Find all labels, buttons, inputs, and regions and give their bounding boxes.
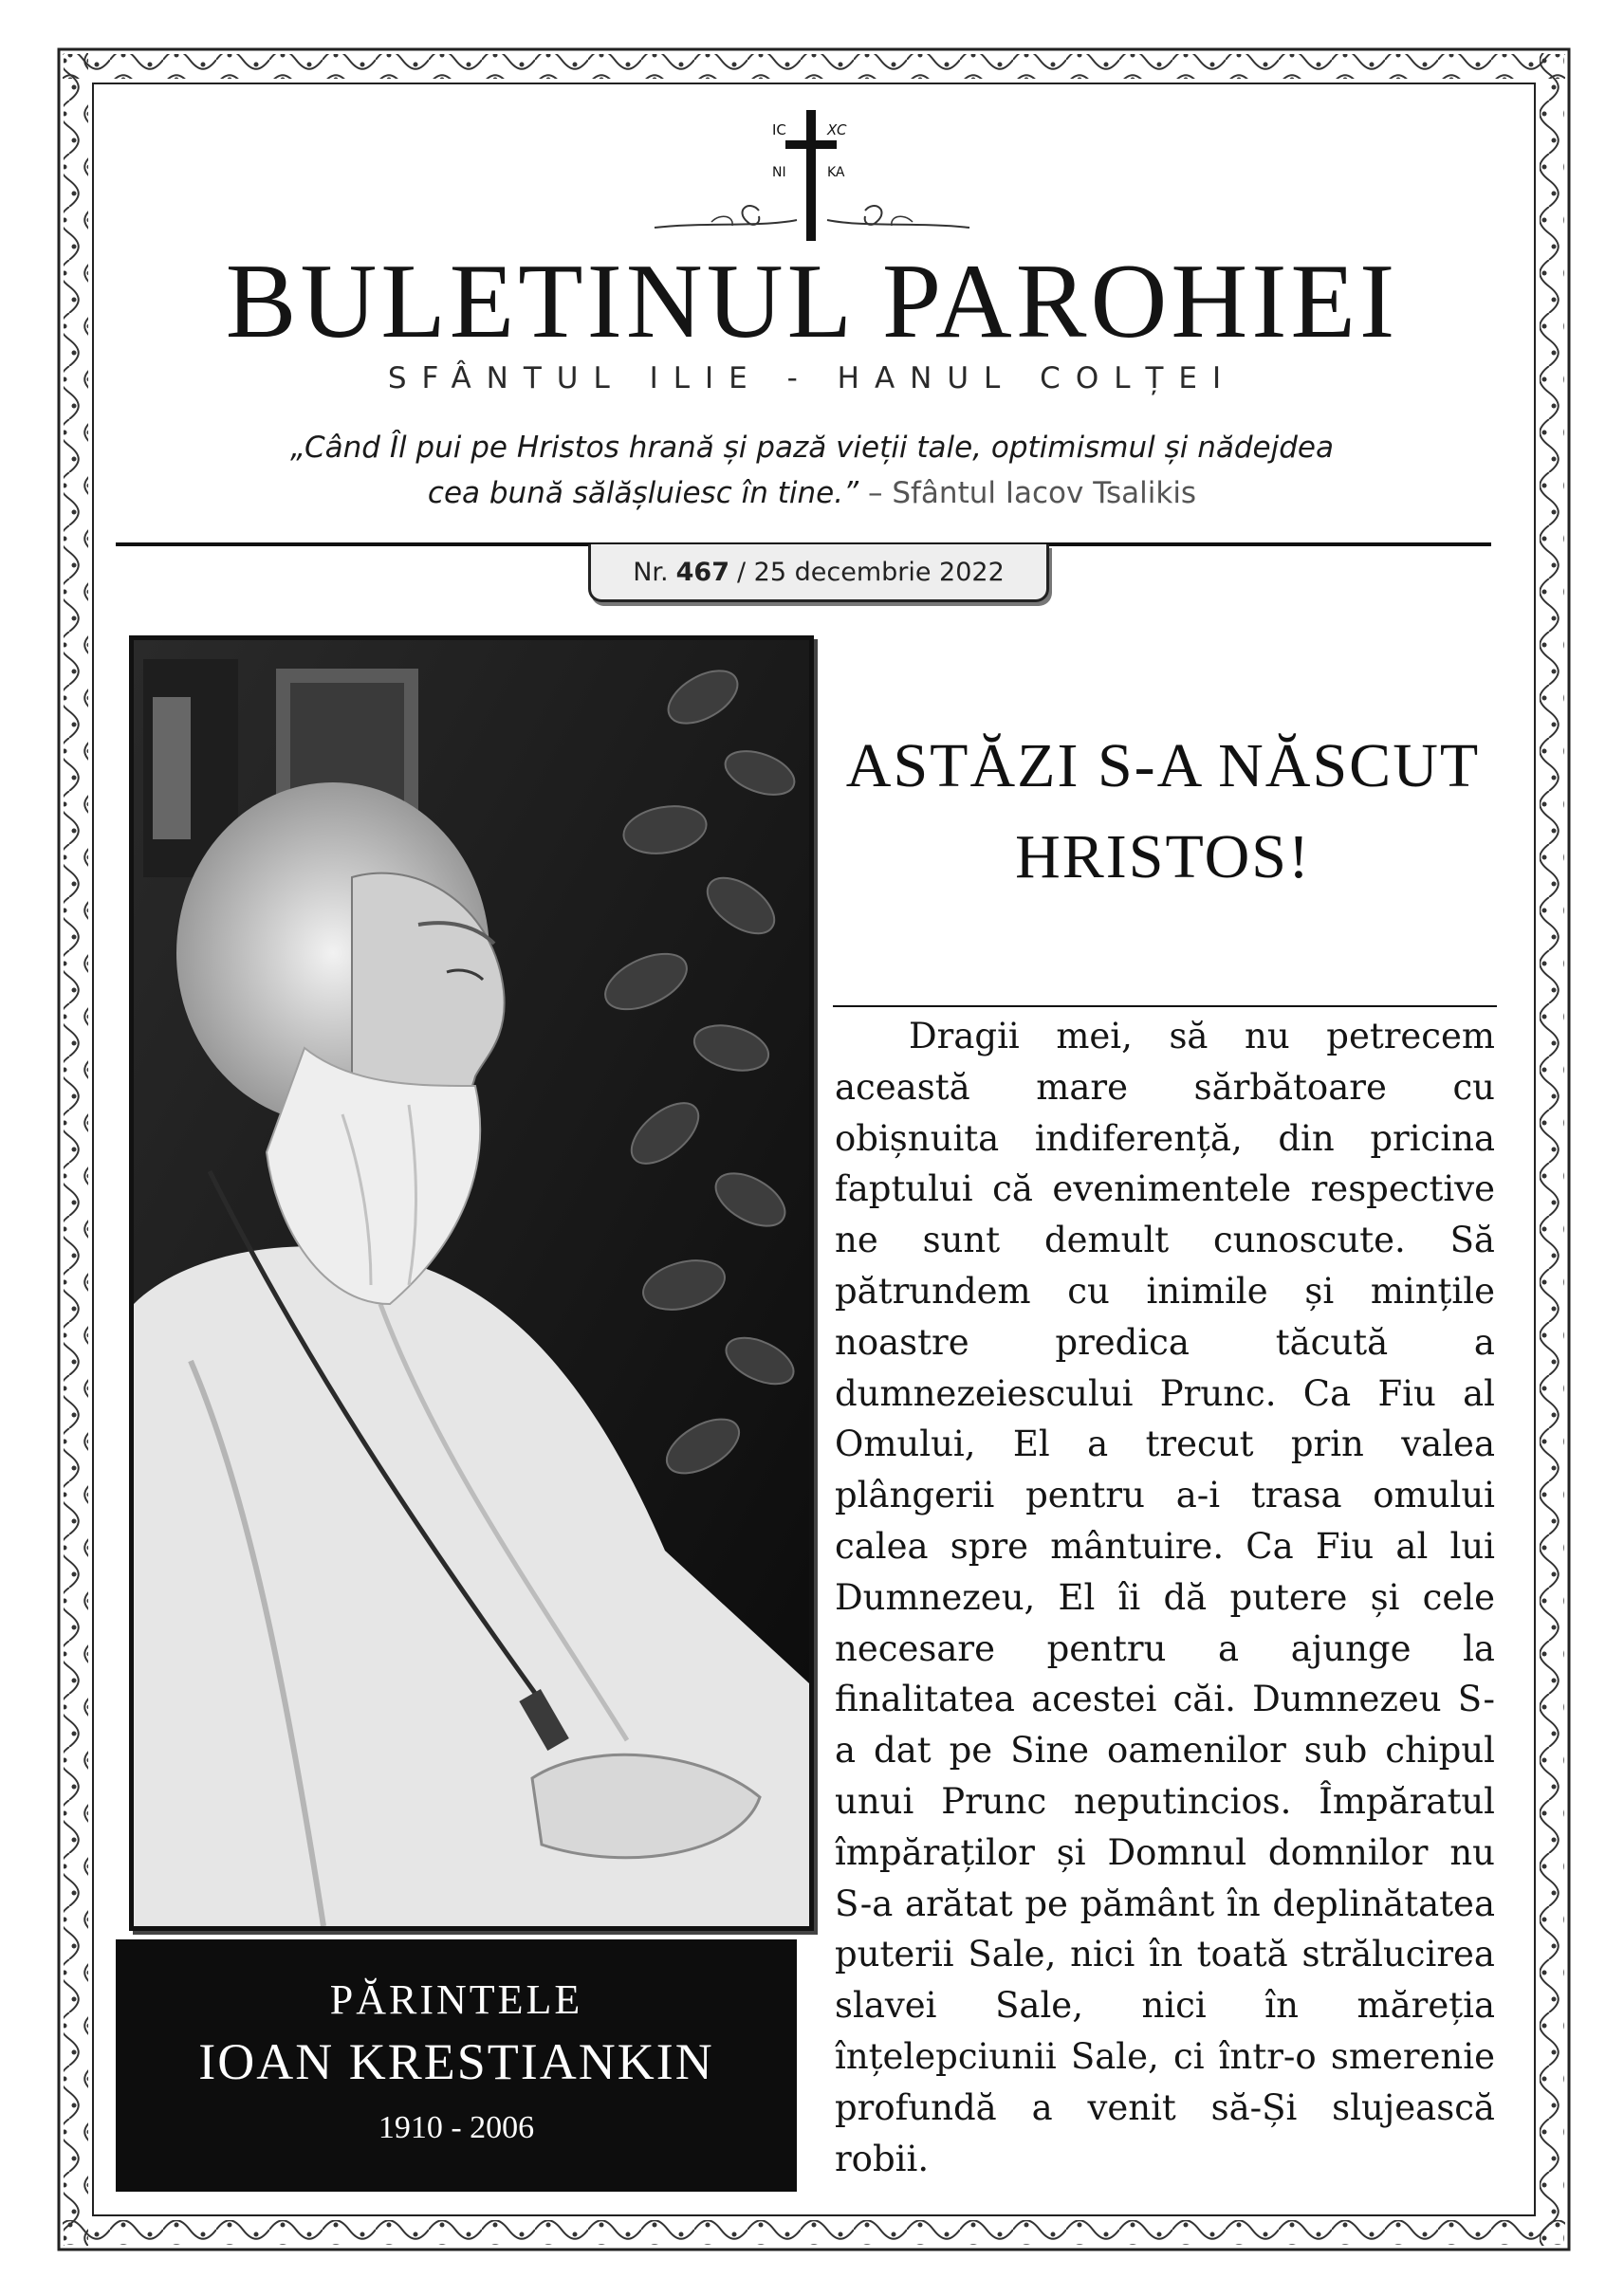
portrait-caption: [116, 1939, 797, 2192]
issue-prefix: Nr.: [633, 557, 669, 587]
caption-years: 1910 - 2006: [378, 2110, 535, 2145]
emblem-letter-ka: KA: [827, 165, 845, 180]
caption-name: IOAN KRESTIANKIN: [198, 2033, 714, 2090]
quote-author: – Sfântul Iacov Tsalikis: [867, 476, 1197, 510]
quote-line-2: cea bună sălășluiesc în tine.”: [427, 476, 859, 510]
header-quote: [190, 425, 1434, 516]
elder-portrait-icon: [129, 635, 814, 1931]
issue-number: 467: [675, 557, 729, 587]
emblem-letter-xc: XC: [827, 121, 847, 138]
quote-line-1: „Când Îl pui pe Hristos hrană și pază vieții tale, optimismul și nădejdea: [290, 431, 1334, 465]
article-body: [835, 1011, 1495, 2184]
caption-title: PĂRINTELE: [329, 1976, 583, 2023]
article-text: Dragii mei, să nu petrecem această mare sărbătoare cu obișnuita indiferență, din pricina faptului că evenimentele respective ne sunt demult cunoscute. Să pătrundem cu inimile și mințile noastre predica tăcută a dumnezeiescului Prunc. Ca Fiu al Omului, El a trecut prin valea plângerii pentru a-i trasa omului calea spre mântuire. Ca Fiu al lui Dumnezeu, El îi dă putere și cele necesare pentru a ajunge la finalitatea acestei căi. Dumnezeu S-a dat pe Sine oamenilor sub chipul unui Prunc neputincios. Împăratul împăraților și Domnul domnilor nu S-a arătat pe pământ în deplinătatea puterii Sale, nici în toată strălucirea slavei Sale, nici în măreția înțelepciunii Sale, ci într-o smerenie profundă a venit să-Și slujească robii.: [835, 1016, 1495, 2179]
emblem-letter-ni: NI: [772, 165, 786, 180]
newsletter-title: BULETINUL PAROHIEI: [225, 243, 1399, 360]
emblem-letter-ic: IC: [772, 121, 786, 138]
headline-line-1: ASTĂZI S-A NĂSCUT: [845, 731, 1481, 800]
article-rule: [833, 1005, 1497, 1007]
headline-line-2: HRISTOS!: [1015, 822, 1311, 891]
quote-line-2-wrapper: [190, 470, 1434, 516]
issue-date: / 25 decembrie 2022: [737, 557, 1005, 587]
issue-badge: [588, 544, 1049, 602]
parish-subtitle: SFÂNTUL ILIE - HANUL COLȚEI: [387, 361, 1237, 395]
article-headline: [821, 721, 1504, 903]
ic-xc-nika-cross-icon: [645, 106, 979, 248]
